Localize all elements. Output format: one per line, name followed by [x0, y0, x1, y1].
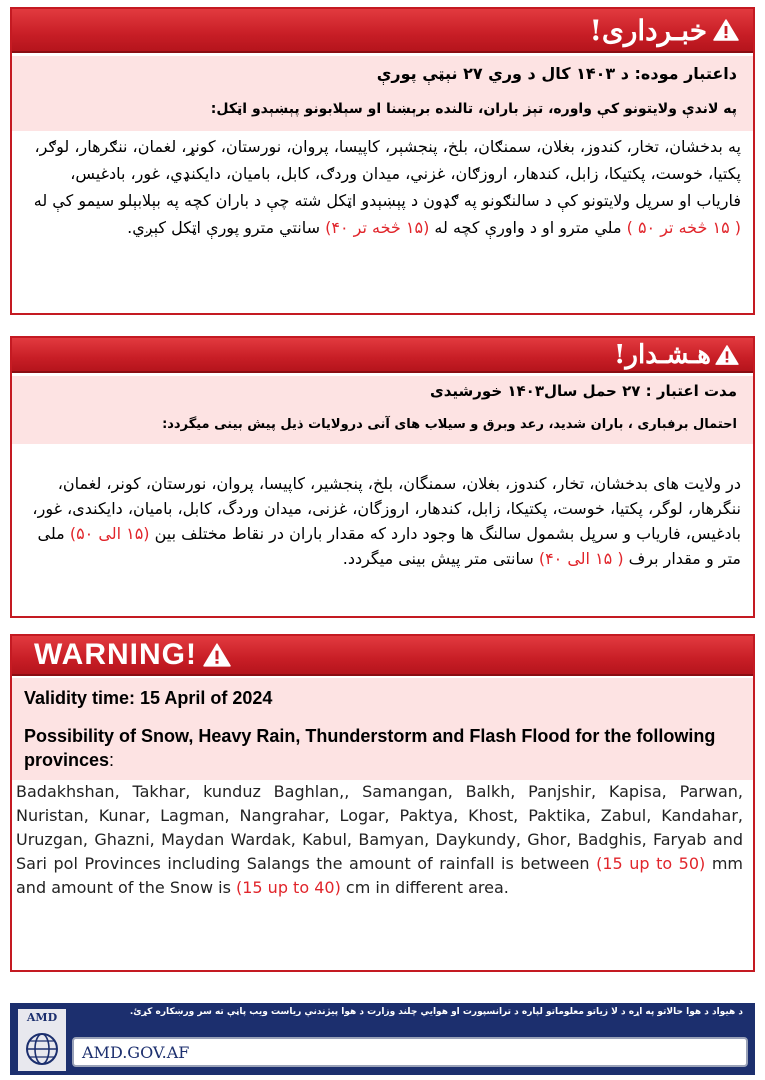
english-rain-range: (15 up to 50)	[596, 854, 706, 873]
dari-header	[12, 338, 753, 373]
footer-statement: د هیواد د هوا حالاتو په اړه د لا زیاتو معلوماتو لپاره د ترانسپورت او هوایي چلند وزارت د هوا پیژندنې ریاست ویب پاڼې ته سر ورښکاره کړئ.	[129, 1007, 743, 1017]
english-body: Badakhshan, Takhar, kunduz Baghlan,, Samangan, Balkh, Panjshir, Kapisa, Parwan, Nuristan, Kunar, Lagman, Nangrahar, Logar, Paktya, Khost, Paktika, Zabul, Kandahar, Uruzgan, Ghazni, Maydan Wardak, Kabul, Bamyan, Daykundy, Ghor, Badghis, Faryab and Sari pol Provinces including Salangs the amount of rainfall is between (15 up to 50) mm and amount of the Snow is (15 up to 40) cm in different area.	[16, 782, 744, 897]
dari-body: در ولایت های بدخشان، تخار، کندوز، بغلان، سمنگان، بلخ، پنجشیر، کاپیسا، پروان، نورستان، کونر، لغمان، ننگرهار، لوگر، پکتیا، خوست، پکتیکا، زابل، کندهار، اروزگان، غزنی، میدان وردگ، کابل، بامیان، دایکندی، غور، بادغیس، فاریاب و سرپل بشمول سالنگ ها وجود دارد که مقدار باران در نقاط مختلف بین (۱۵ الی ۵۰) ملی متر و مقدار برف ( ۱۵ الی ۴۰) سانتی متر پیش بینی میگردد.	[32, 474, 741, 568]
warning-triangle-icon	[203, 642, 231, 668]
pashto-warning-card	[10, 7, 755, 315]
english-subtitle: Possibility of Snow, Heavy Rain, Thunderstorm and Flash Flood for the following provinces:	[24, 726, 716, 770]
pashto-header	[12, 9, 753, 53]
amd-logo-text: AMD	[26, 1011, 58, 1024]
dari-snow-range: ( ۱۵ الی ۴۰)	[538, 549, 624, 568]
dari-subtitle: احتمال برفباری ، باران شدید، رعد وبرق و سیلاب های آنی درولایات ذیل پیش بینی میگردد:	[162, 417, 737, 432]
amd-logo	[18, 1009, 66, 1071]
pashto-snow-range: (۱۵ څخه تر ۴۰)	[325, 218, 430, 237]
english-snow-range: (15 up to 40)	[235, 878, 341, 897]
footer-banner	[10, 1003, 755, 1075]
warning-triangle-icon	[713, 18, 739, 42]
english-title: WARNING!	[34, 638, 197, 671]
globe-icon	[24, 1031, 60, 1067]
website-url[interactable]: AMD.GOV.AF	[72, 1037, 748, 1067]
dari-rain-range: (۱۵ الی ۵۰)	[69, 524, 150, 543]
pashto-rain-range: ( ۱۵ څخه تر ۵۰ )	[621, 218, 741, 237]
pashto-subtitle: په لاندې ولایتونو کې واوره، تېز باران، تالنده برېښنا او سېلابونو پېښېدو اټکل:	[210, 101, 737, 117]
pashto-validity: داعتبار موده: د ۱۴۰۳ کال د وري ۲۷ نېټې پورې	[376, 64, 737, 83]
pashto-body: په بدخشان، تخار، کندوز، بغلان، سمنګان، بلخ، پنجشېر، کاپیسا، پروان، نورستان، کونړ، لغمان، ننګرهار، لوګر، پکتیا، خوست، پکتیکا، زابل، کندهار، اروزګان، غزني، میدان وردګ، کابل، بامیان، دایکنډي، غور، بادغیس، فاریاب او سرپل ولایتونو کې د سالنګونو په ګډون د پېښېدو اټکل شته چې د باران کچه په بېلابېلو سیمو کې له ( ۱۵ څخه تر ۵۰ ) ملي مترو او د واورې کچه له (۱۵ څخه تر ۴۰) سانتي مترو پورې اټکل کېږي.	[33, 137, 741, 237]
dari-warning-card	[10, 336, 755, 618]
english-validity: Validity time: 15 April of 2024	[24, 688, 273, 708]
dari-title: هـشـدار!	[614, 339, 711, 370]
english-warning-card	[10, 634, 755, 972]
warning-triangle-icon	[715, 344, 739, 366]
dari-validity: مدت اعتبار : ۲۷ حمل سال۱۴۰۳ خورشیدی	[430, 382, 737, 400]
pashto-title: خبـرداری!	[589, 13, 707, 47]
english-header	[12, 636, 753, 676]
